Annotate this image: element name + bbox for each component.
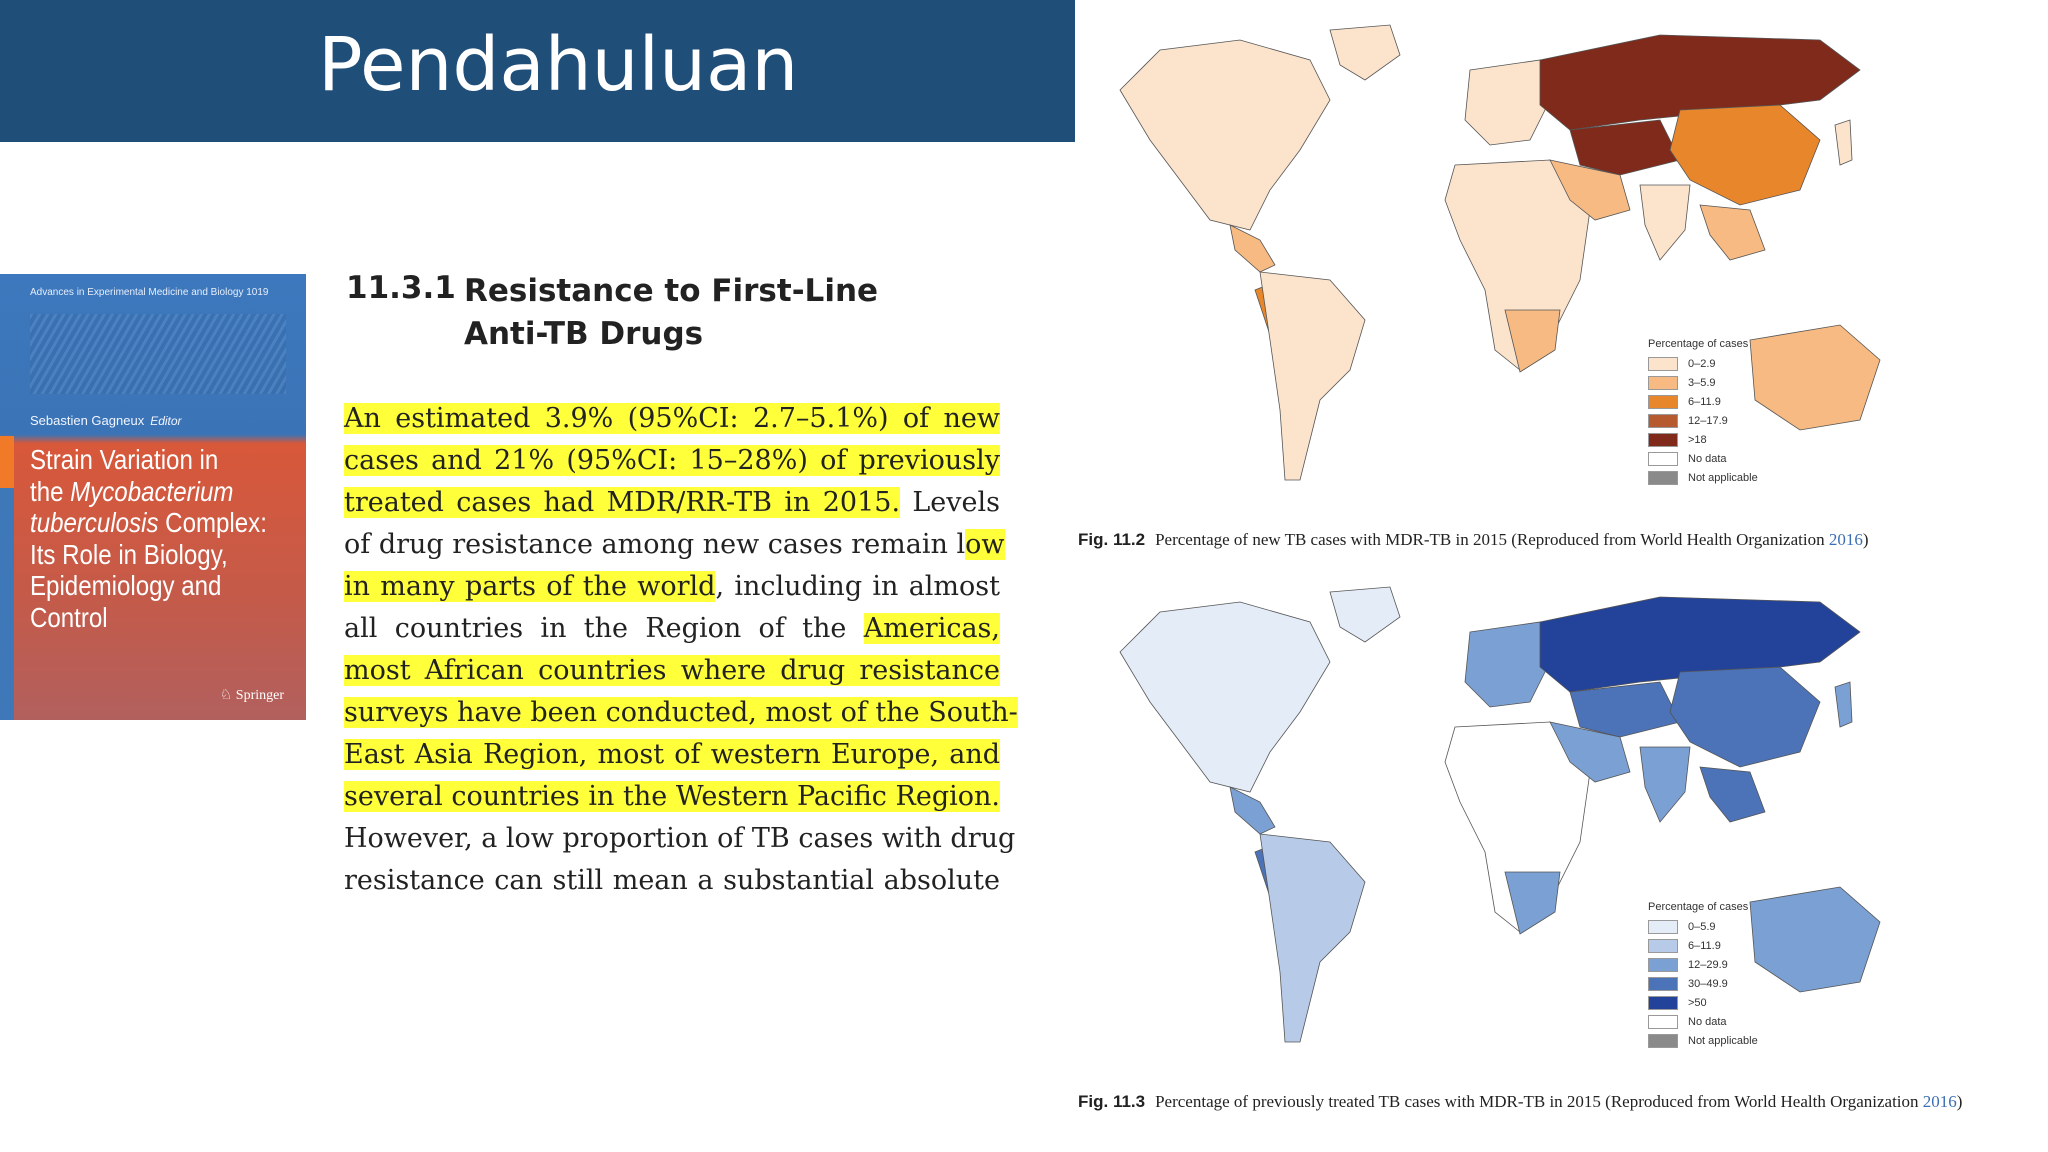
springer-logo-icon: ♘ [219, 688, 236, 703]
highlighted-text: treated cases had MDR/RR-TB in 2015. [344, 487, 901, 518]
map1-southeast-asia [1700, 205, 1765, 260]
body-line [344, 566, 1000, 608]
section-title-line2: Anti-TB Drugs [464, 316, 704, 352]
highlighted-text: An estimated 3.9% (95%CI: 2.7–5.1%) of new [344, 403, 1000, 434]
legend-swatch [1648, 376, 1678, 390]
body-line [344, 524, 1005, 566]
legend-item [1648, 993, 1758, 1012]
cover-title [30, 444, 267, 633]
map2-southeast-asia [1700, 767, 1765, 822]
highlighted-text: most African countries where drug resistance [344, 655, 1000, 686]
legend-item [1648, 917, 1758, 936]
highlighted-text: surveys have been conducted, most of the South- [344, 697, 1018, 728]
section-title-line1: Resistance to First-Line [464, 273, 879, 309]
legend-label: No data [1688, 1015, 1727, 1028]
map1-central-asia [1570, 120, 1680, 175]
map1-india [1640, 185, 1690, 260]
map1-legend [1648, 338, 1758, 487]
legend-label: No data [1688, 452, 1727, 465]
body-line [344, 692, 1018, 734]
map1-japan [1835, 120, 1852, 165]
body-paragraph [344, 398, 1018, 902]
fig1-caption [1078, 530, 1968, 550]
title-bar [0, 0, 1075, 142]
body-line [344, 818, 1016, 860]
legend-item [1648, 354, 1758, 373]
cover-title-text: Control [30, 601, 108, 633]
map2-australia [1750, 887, 1880, 992]
highlighted-text: ow [965, 529, 1005, 560]
legend-swatch [1648, 920, 1678, 934]
body-text-segment: However, a low proportion of TB cases with drug [344, 823, 1016, 854]
legend-swatch [1648, 471, 1678, 485]
map1-south-america [1260, 272, 1365, 480]
map1-china [1670, 105, 1820, 205]
legend-swatch [1648, 1034, 1678, 1048]
highlighted-text: in many parts of the world [344, 571, 716, 602]
figure-caption-year-link[interactable]: 2016 [1922, 1092, 1957, 1111]
legend-label: >18 [1688, 433, 1707, 446]
cover-editor-name: Sebastien Gagneux [30, 413, 145, 428]
slide-title: Pendahuluan [318, 22, 799, 108]
legend-swatch [1648, 414, 1678, 428]
figure-caption-text: Percentage of new TB cases with MDR-TB in 2015 (Reproduced from World Health Organization [1155, 530, 1829, 549]
legend-swatch [1648, 977, 1678, 991]
figure-caption-text: Percentage of previously treated TB cases with MDR-TB in 2015 (Reproduced from World Health Organization [1155, 1092, 1923, 1111]
cover-title-line [30, 602, 262, 634]
cover-title-line [30, 444, 262, 476]
map-new-cases [1100, 10, 1980, 510]
legend-title: Percentage of cases [1648, 901, 1749, 913]
legend-label: Not applicable [1688, 471, 1758, 484]
section-title [464, 270, 878, 356]
cover-editor-role: Editor [150, 414, 182, 428]
legend-item [1648, 974, 1758, 993]
legend-label: 0–2.9 [1688, 357, 1716, 370]
cover-title-text: Strain Variation in [30, 444, 219, 475]
map1-europe [1465, 60, 1550, 145]
highlighted-text: cases and 21% (95%CI: 15–28%) of previously [344, 445, 1000, 476]
cover-accent-stripe [0, 436, 14, 488]
legend-label: 12–17.9 [1688, 414, 1728, 427]
body-line [344, 860, 1000, 902]
cover-title-text: the [30, 475, 71, 507]
map-previously-treated [1100, 572, 1980, 1072]
legend-item [1648, 392, 1758, 411]
body-line [344, 482, 1000, 524]
cover-title-italic: tuberculosis [30, 507, 159, 538]
map2-south-america [1260, 834, 1365, 1042]
legend-label: >50 [1688, 996, 1707, 1009]
legend-item [1648, 955, 1758, 974]
cover-title-text: Complex: [158, 507, 267, 538]
body-line [344, 776, 1000, 818]
legend-label: 6–11.9 [1688, 395, 1721, 408]
figure-label: Fig. 11.2 [1078, 530, 1146, 549]
cover-title-text: Epidemiology and [30, 570, 222, 601]
cover-title-line [30, 539, 262, 571]
body-line [344, 650, 1000, 692]
highlighted-text: East Asia Region, most of western Europe, and [344, 739, 1000, 770]
body-line [344, 734, 1000, 776]
cover-title-line [30, 507, 267, 539]
map2-greenland [1330, 587, 1400, 642]
map2-europe [1465, 622, 1550, 707]
book-cover [0, 274, 306, 720]
cover-title-italic: Mycobacterium [70, 475, 234, 507]
cover-title-line [30, 570, 262, 602]
legend-item [1648, 1031, 1758, 1050]
legend-item [1648, 449, 1758, 468]
cover-editor [30, 413, 182, 428]
legend-swatch [1648, 958, 1678, 972]
legend-swatch [1648, 452, 1678, 466]
legend-item [1648, 411, 1758, 430]
cover-title-text: Its Role in Biology, [30, 538, 228, 570]
legend-label: 3–5.9 [1688, 376, 1716, 389]
cover-series: Advances in Experimental Medicine and Biology 1019 [30, 287, 269, 298]
legend-label: Not applicable [1688, 1034, 1758, 1047]
section-number: 11.3.1 [346, 270, 456, 306]
body-line [344, 608, 1000, 650]
legend-label: 12–29.9 [1688, 958, 1728, 971]
legend-swatch [1648, 357, 1678, 371]
cover-spine-stripe [0, 488, 14, 720]
legend-swatch [1648, 1015, 1678, 1029]
map1-north-america [1120, 40, 1330, 230]
legend-item [1648, 468, 1758, 487]
legend-item [1648, 1012, 1758, 1031]
body-text-segment: all countries in the Region of the [344, 613, 864, 644]
legend-label: 6–11.9 [1688, 939, 1721, 952]
highlighted-text: several countries in the Western Pacific Region. [344, 781, 1000, 812]
map1-australia [1750, 325, 1880, 430]
highlighted-text: Americas, [863, 613, 1000, 644]
legend-item [1648, 430, 1758, 449]
map2-central-america [1230, 787, 1275, 834]
body-text-segment: , including in almost [715, 571, 1000, 602]
legend-item [1648, 373, 1758, 392]
map2-north-america [1120, 602, 1330, 792]
map2-legend [1648, 901, 1758, 1050]
legend-swatch [1648, 395, 1678, 409]
figure-caption-close: ) [1862, 530, 1869, 549]
cover-texture [30, 314, 286, 394]
map2-central-asia [1570, 682, 1680, 737]
cover-publisher [220, 687, 284, 704]
fig2-caption [1078, 1092, 1964, 1112]
legend-label: 0–5.9 [1688, 920, 1716, 933]
body-line [344, 440, 1000, 482]
body-text-segment: Levels [900, 487, 1001, 518]
figure-caption-year-link[interactable]: 2016 [1828, 530, 1863, 549]
map1-greenland [1330, 25, 1400, 80]
figure-label: Fig. 11.3 [1078, 1092, 1146, 1111]
legend-title: Percentage of cases [1648, 338, 1749, 350]
cover-title-line [30, 476, 262, 508]
figure-caption-close: ) [1956, 1092, 1963, 1111]
map2-china [1670, 667, 1820, 767]
body-text-segment: resistance can still mean a substantial absolute [344, 865, 1000, 896]
legend-swatch [1648, 433, 1678, 447]
legend-swatch [1648, 939, 1678, 953]
map2-india [1640, 747, 1690, 822]
legend-swatch [1648, 996, 1678, 1010]
map1-central-america [1230, 225, 1275, 272]
cover-publisher-name: Springer [235, 688, 284, 703]
legend-item [1648, 936, 1758, 955]
legend-label: 30–49.9 [1688, 977, 1728, 990]
map2-japan [1835, 682, 1852, 727]
body-text-segment: of drug resistance among new cases remain l [344, 529, 966, 560]
body-line [344, 398, 1000, 440]
